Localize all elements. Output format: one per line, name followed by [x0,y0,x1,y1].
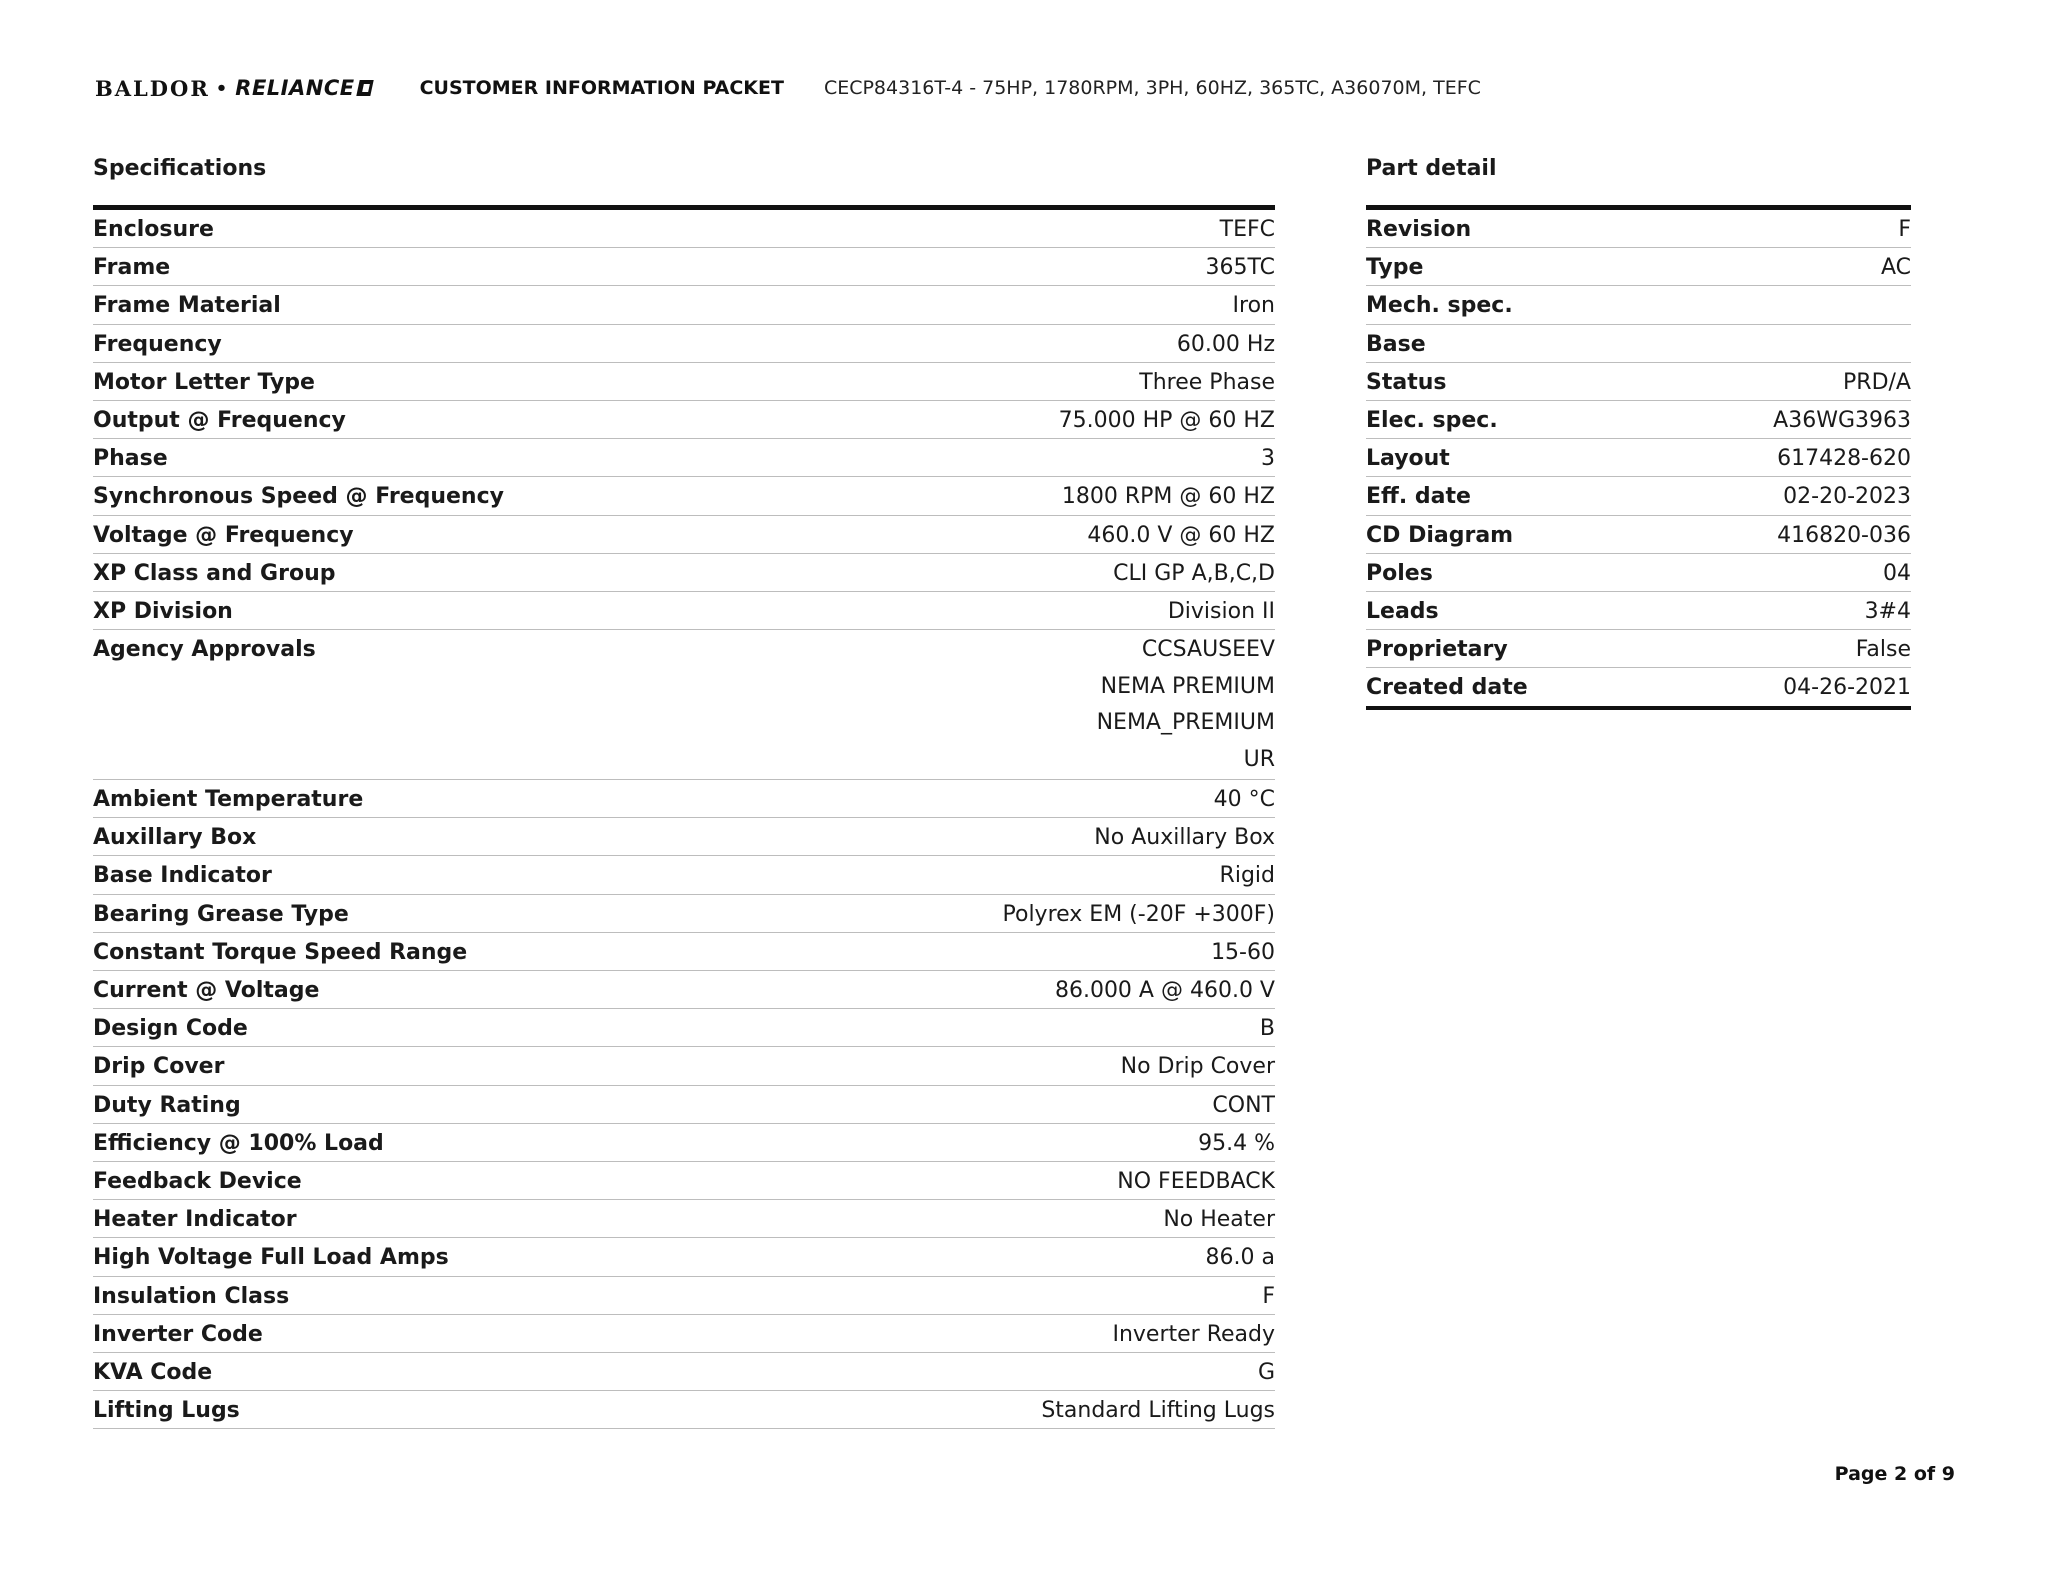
spec-value-line: CCSAUSEEV [1141,637,1275,663]
spec-label: Base Indicator [93,863,272,889]
baldor-reliance-logo [95,76,372,101]
spec-value [1220,858,1275,894]
specifications-title: Specifications [93,156,267,181]
spec-value-line: No Heater [1163,1207,1275,1233]
logo-reliance-text: RELIANCE [235,76,355,100]
spec-row [93,516,1275,554]
spec-value [1258,1355,1275,1391]
spec-label: Frame [93,255,171,281]
spec-row [93,439,1275,477]
spec-value-line: G [1257,1359,1275,1385]
spec-value [1262,1279,1275,1315]
spec-value-line: 1800 RPM @ 60 HZ [1061,484,1275,510]
spec-row [93,477,1275,515]
spec-value [1168,594,1275,630]
spec-value [1261,441,1275,477]
spec-value [1113,556,1275,592]
spec-label: Lifting Lugs [93,1398,240,1424]
spec-value-line: UR [1243,746,1275,772]
part-detail-label: Layout [1366,446,1450,472]
spec-value-line: NEMA_PREMIUM [1096,710,1275,736]
spec-label: Constant Torque Speed Range [93,939,468,965]
spec-label: Synchronous Speed @ Frequency [93,484,504,510]
part-detail-label: Type [1366,255,1424,281]
spec-row [93,971,1275,1009]
part-detail-row [1366,516,1911,554]
spec-value-line: B [1259,1016,1275,1042]
spec-value-line: 365TC [1205,255,1275,281]
part-detail-row [1366,325,1911,363]
spec-label: Feedback Device [93,1168,302,1194]
spec-value-line: CONT [1212,1092,1275,1118]
spec-label: XP Division [93,598,233,624]
spec-row [93,1200,1275,1238]
spec-label: Phase [93,446,168,472]
spec-label: Insulation Class [93,1283,290,1309]
spec-value-line: No Auxillary Box [1094,825,1275,851]
packet-subtitle: CECP84316T-4 - 75HP, 1780RPM, 3PH, 60HZ, 365TC, A36070M, TEFC [823,77,1481,99]
spec-row [93,856,1275,894]
spec-value-line: 40 °C [1213,787,1275,813]
spec-value [1233,288,1275,324]
spec-value [1177,327,1275,363]
spec-value-line: 15-60 [1211,939,1275,965]
part-detail-label: Leads [1366,598,1439,624]
part-detail-row [1366,363,1911,401]
part-detail-row [1366,630,1911,668]
part-detail-value: 04-26-2021 [1783,675,1911,701]
spec-row [93,248,1275,286]
spec-value [1214,782,1275,818]
spec-value-line: 60.00 Hz [1176,331,1275,357]
spec-label: Drip Cover [93,1054,225,1080]
spec-value [1117,1164,1275,1200]
spec-value [1211,935,1275,971]
spec-row [93,1391,1275,1429]
part-detail-value: False [1855,637,1911,663]
part-detail-label: Revision [1366,217,1472,242]
part-detail-value: A36WG3963 [1773,407,1911,433]
spec-row [93,1277,1275,1315]
spec-value-line: NEMA PREMIUM [1100,673,1275,699]
spec-value [1062,479,1275,515]
spec-value [1205,250,1275,286]
spec-row [93,210,1275,248]
spec-value [1112,1317,1275,1353]
part-detail-table [1366,205,1911,710]
spec-label: Auxillary Box [93,825,257,851]
part-detail-row [1366,477,1911,515]
spec-value [1097,632,1275,778]
part-detail-label: Mech. spec. [1366,293,1513,319]
spec-value-line: 95.4 % [1198,1130,1275,1156]
spec-row [93,630,1275,780]
spec-label: Heater Indicator [93,1207,297,1233]
spec-row [93,895,1275,933]
spec-value-line: No Drip Cover [1120,1054,1275,1080]
spec-label: KVA Code [93,1359,213,1385]
spec-row [93,554,1275,592]
spec-value [1220,212,1275,248]
spec-value-line: 86.0 a [1205,1245,1275,1271]
part-detail-label: Poles [1366,560,1433,586]
spec-label: High Voltage Full Load Amps [93,1245,449,1271]
spec-label: Frame Material [93,293,281,319]
spec-value-line: Standard Lifting Lugs [1041,1398,1275,1424]
spec-label: Output @ Frequency [93,407,346,433]
part-detail-row [1366,286,1911,324]
part-detail-value: 04 [1883,560,1911,586]
spec-label: Enclosure [93,217,214,242]
part-detail-value: 3#4 [1864,598,1911,624]
spec-label: Inverter Code [93,1321,263,1347]
part-detail-row [1366,248,1911,286]
spec-row [93,1009,1275,1047]
spec-label: Design Code [93,1016,248,1042]
spec-label: Frequency [93,331,222,357]
part-detail-value: F [1898,217,1911,242]
spec-row [93,1124,1275,1162]
spec-row [93,401,1275,439]
spec-label: Current @ Voltage [93,978,320,1003]
part-detail-row [1366,554,1911,592]
spec-value-line: 86.000 A @ 460.0 V [1054,978,1275,1003]
part-detail-label: CD Diagram [1366,522,1514,548]
spec-value-line: Polyrex EM (-20F +300F) [1002,901,1275,927]
spec-label: Motor Letter Type [93,369,315,395]
spec-value [1121,1049,1275,1085]
spec-value-line: 460.0 V @ 60 HZ [1087,522,1275,548]
spec-value [1198,1126,1275,1162]
spec-value [1059,403,1275,439]
spec-value-line: CLI GP A,B,C,D [1113,560,1275,586]
spec-row [93,1086,1275,1124]
logo-separator: • [215,77,230,99]
part-detail-row [1366,401,1911,439]
spec-row [93,325,1275,363]
spec-value [1260,1011,1275,1047]
part-detail-value: 617428-620 [1777,446,1911,472]
part-detail-value: AC [1880,255,1911,281]
spec-value [1163,1202,1275,1238]
packet-title: CUSTOMER INFORMATION PACKET [419,77,784,99]
spec-value-line: F [1262,1283,1275,1309]
reliance-mark-icon [356,80,373,96]
spec-value-line: Iron [1232,293,1275,319]
spec-label: XP Class and Group [93,560,336,586]
part-detail-value: PRD/A [1843,369,1911,395]
logo-baldor-text: BALDOR [95,75,210,101]
part-detail-value: 02-20-2023 [1783,484,1911,510]
part-detail-label: Base [1366,331,1426,357]
spec-value-line: Three Phase [1139,369,1275,395]
page-header [95,72,1481,104]
spec-value [1212,1088,1275,1124]
spec-value-line: 75.000 HP @ 60 HZ [1058,407,1275,433]
spec-value-line: Inverter Ready [1112,1321,1275,1347]
spec-value [1206,1240,1275,1276]
spec-row [93,1238,1275,1276]
part-detail-row [1366,210,1911,248]
part-detail-row [1366,668,1911,706]
part-detail-row [1366,439,1911,477]
spec-row [93,286,1275,324]
spec-row [93,363,1275,401]
spec-label: Voltage @ Frequency [93,522,354,548]
spec-label: Agency Approvals [93,637,316,663]
spec-label: Efficiency @ 100% Load [93,1130,384,1156]
spec-row [93,1047,1275,1085]
part-detail-value: 416820-036 [1777,522,1911,548]
spec-value [1003,897,1276,933]
part-detail-label: Eff. date [1366,484,1471,510]
spec-label: Duty Rating [93,1092,241,1118]
part-detail-label: Proprietary [1366,637,1508,663]
spec-row [93,780,1275,818]
spec-row [93,592,1275,630]
part-detail-row [1366,592,1911,630]
spec-value [1139,365,1275,401]
spec-row [93,933,1275,971]
spec-row [93,1315,1275,1353]
spec-value [1094,820,1275,856]
spec-label: Bearing Grease Type [93,901,349,927]
spec-row [93,1162,1275,1200]
specifications-table [93,205,1275,1429]
spec-label: Ambient Temperature [93,787,364,813]
part-detail-label: Status [1366,369,1447,395]
spec-value [1055,973,1275,1009]
spec-value-line: Rigid [1219,863,1275,889]
part-detail-title: Part detail [1366,156,1497,181]
page-number: Page 2 of 9 [1834,1463,1955,1485]
spec-value-line: TEFC [1219,217,1275,242]
part-detail-label: Created date [1366,675,1528,701]
spec-value-line: Division II [1167,598,1275,624]
spec-value-line: 3 [1261,446,1275,472]
part-detail-label: Elec. spec. [1366,407,1498,433]
spec-value [1087,518,1275,554]
spec-row [93,818,1275,856]
spec-value-line: NO FEEDBACK [1117,1168,1275,1194]
spec-value [1041,1393,1275,1429]
spec-row [93,1353,1275,1391]
